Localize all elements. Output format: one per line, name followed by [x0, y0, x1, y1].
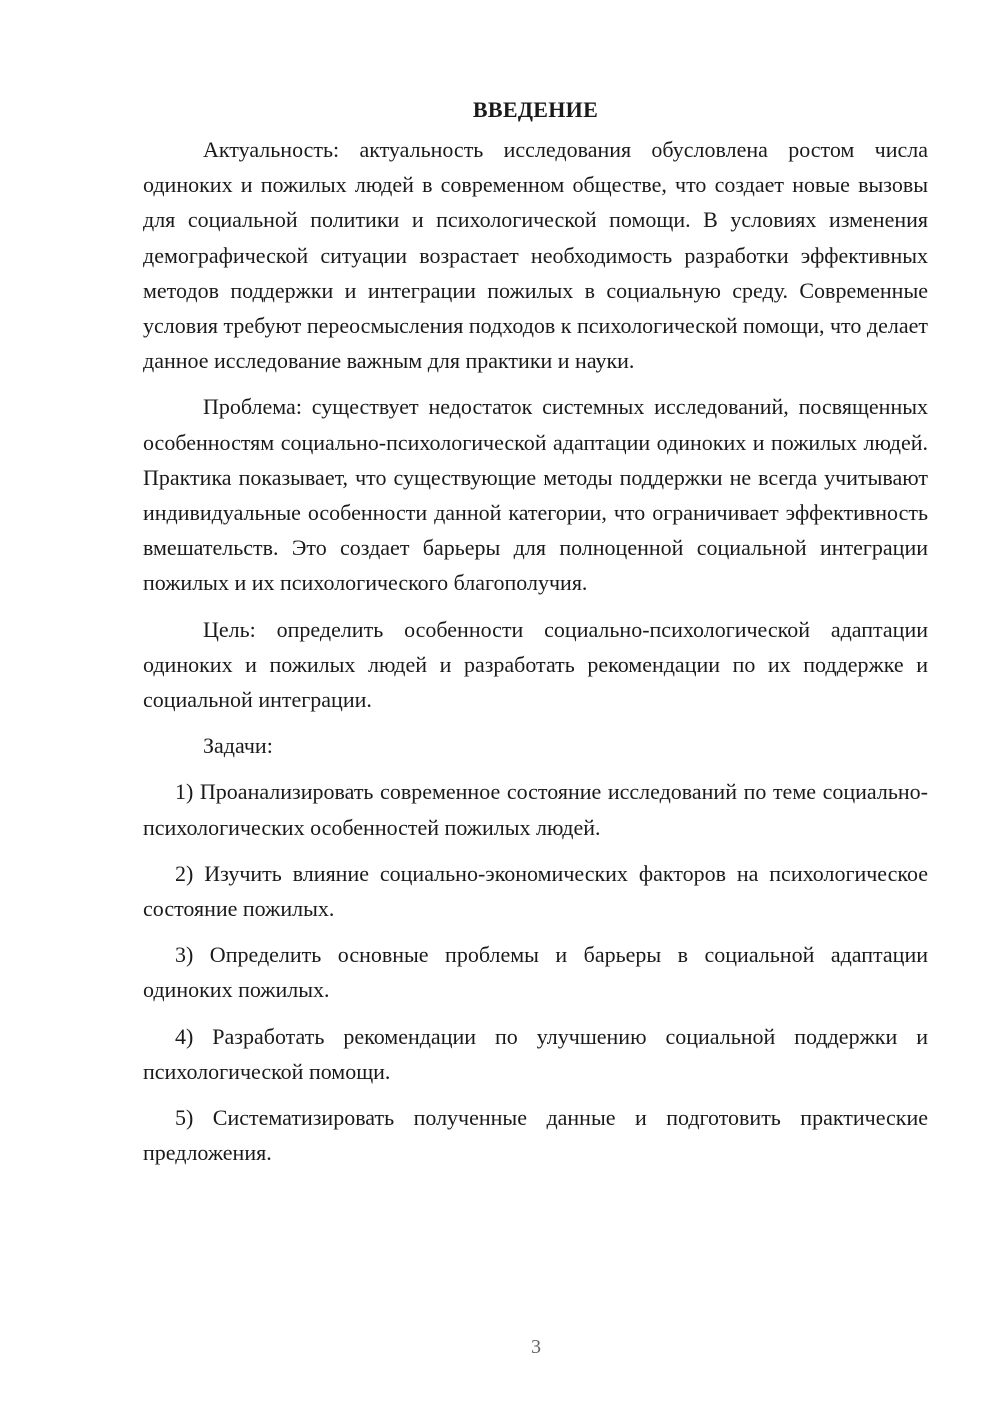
paragraph-goal: Цель: определить особенности социально-психологической адаптации одиноких и пожилых людей и разработать рекомендации по их поддержке и социальной интеграции.: [143, 616, 928, 713]
paragraph-relevance: Актуальность: актуальность исследования обусловлена ростом числа одиноких и пожилых людей в современном обществе, что создает новые вызовы для социальной политики и психологической помощи. В условиях изменения демографической ситуации возрастает необходимость разработки эффективных методов поддержки и интеграции пожилых в социальную среду. Современные условия требуют переосмысления подходов к психологической помощи, что делает данное исследование важным для практики и науки.: [143, 137, 928, 374]
section-title: ВВЕДЕНИЕ: [472, 97, 599, 122]
task-item-4: 4) Разработать рекомендации по улучшению социальной поддержки и психологической помощи.: [143, 1023, 928, 1084]
task-item-1: 1) Проанализировать современное состояние исследований по теме социально-психологических особенностей пожилых людей.: [143, 779, 928, 840]
page-number: 3: [531, 1336, 541, 1358]
task-item-3: 3) Определить основные проблемы и барьеры в социальной адаптации одиноких пожилых.: [143, 942, 928, 1003]
paragraph-problem: Проблема: существует недостаток системных исследований, посвященных особенностям социально-психологической адаптации одиноких и пожилых людей. Практика показывает, что существующие методы поддержки не всегда учитывают индивидуальные особенности данной категории, что ограничивает эффективность вмешательств. Это создает барьеры для полноценной социальной интеграции пожилых и их психологического благополучия.: [143, 394, 928, 596]
paragraph-tasks-heading: Задачи:: [203, 733, 273, 759]
task-item-2: 2) Изучить влияние социально-экономических факторов на психологическое состояние пожилых.: [143, 860, 928, 922]
task-item-5: 5) Систематизировать полученные данные и подготовить практические предложения.: [143, 1105, 928, 1166]
page-content: [143, 92, 928, 1181]
